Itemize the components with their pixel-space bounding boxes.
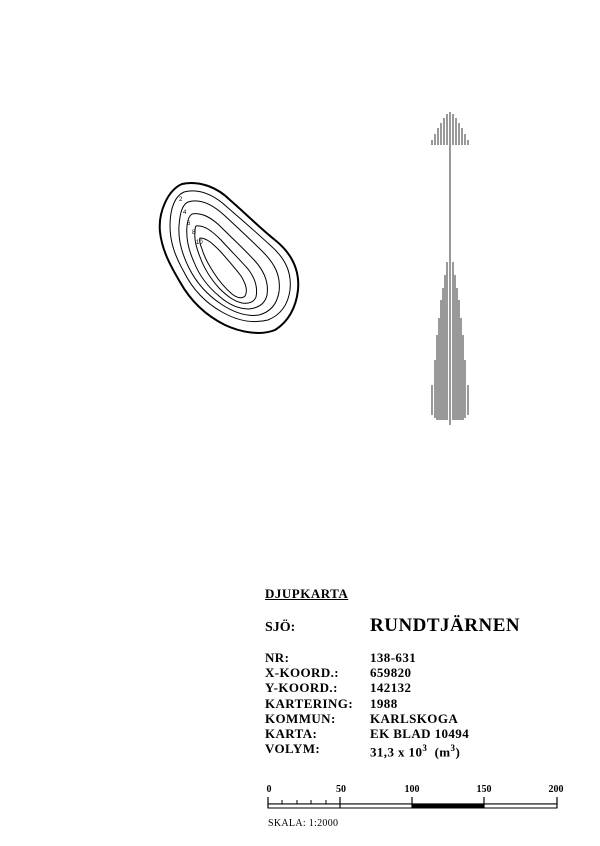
volume-number: 31,3 x 10: [370, 744, 423, 760]
info-key: KOMMUN:: [265, 710, 336, 726]
scale-tick-label: 150: [476, 784, 492, 795]
info-value: 659820: [370, 665, 412, 681]
info-key: X-KOORD.:: [265, 665, 340, 681]
info-key: KARTERING:: [265, 695, 354, 711]
info-key: Y-KOORD.:: [265, 680, 338, 696]
depth-label-8: 8: [192, 230, 196, 236]
lake-name: RUNDTJÄRNEN: [370, 615, 521, 636]
depth-label-10: 10: [196, 240, 203, 246]
contour-2: [170, 191, 290, 322]
scale-tick-label: 0: [266, 784, 272, 795]
volume-unit-exponent: 3: [450, 743, 456, 754]
lake-contours: [160, 183, 299, 333]
scale-bar: [268, 797, 557, 808]
scale-caption: SKALA: 1:2000: [268, 818, 339, 829]
lake-label: SJÖ:: [265, 620, 296, 635]
volume-unit: (m: [434, 744, 451, 760]
volume-unit-close: ): [455, 744, 461, 760]
shoreline: [160, 183, 299, 333]
scale-tick-label: 50: [336, 784, 346, 795]
contour-4: [179, 201, 280, 315]
depth-label-6: 6: [187, 221, 191, 227]
info-value: EK BLAD 10494: [370, 725, 470, 741]
info-value: 1988: [370, 695, 398, 711]
volume-value: [370, 741, 460, 760]
scale-tick-label: 100: [404, 784, 420, 795]
info-key: NR:: [265, 650, 290, 665]
north-arrow-icon: [432, 112, 468, 425]
contour-10: [200, 238, 247, 298]
volume-exponent: 3: [422, 743, 428, 754]
map-title: DJUPKARTA: [265, 586, 349, 601]
info-value: 142132: [370, 680, 412, 696]
info-value: 138-631: [370, 650, 417, 665]
info-key: VOLYM:: [265, 741, 321, 757]
depth-label-2: 2: [179, 197, 183, 203]
info-value: KARLSKOGA: [370, 710, 459, 726]
info-key: KARTA:: [265, 725, 318, 741]
depth-label-4: 4: [183, 210, 187, 216]
scale-tick-label: 200: [548, 784, 564, 795]
